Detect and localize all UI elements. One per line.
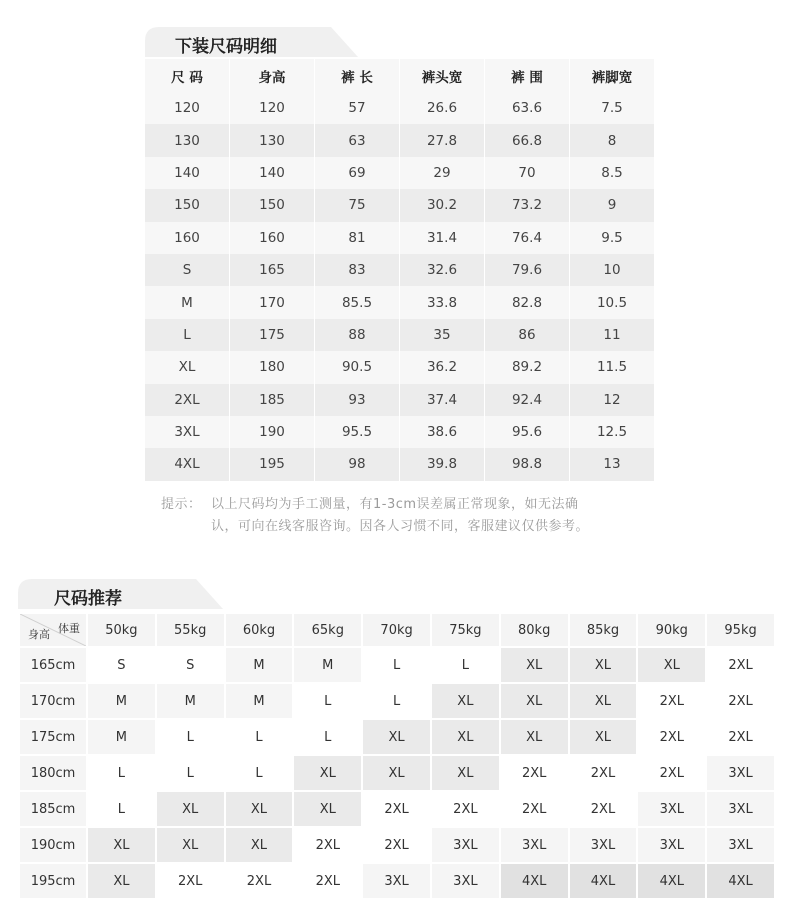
size-recommend-title: 尺码推荐 xyxy=(54,589,122,609)
pants-size-title: 下装尺码明细 xyxy=(175,37,277,57)
table-cell: 160 xyxy=(230,222,315,254)
size-cell: XL xyxy=(431,719,500,755)
table-cell: S xyxy=(145,254,230,286)
size-cell: 3XL xyxy=(637,791,706,827)
size-cell: M xyxy=(225,683,294,719)
size-cell: XL xyxy=(431,755,500,791)
size-cell: XL xyxy=(569,719,638,755)
table-cell: 63.6 xyxy=(485,92,570,124)
size-cell: XL xyxy=(156,791,225,827)
size-cell: 4XL xyxy=(500,863,569,899)
size-cell: S xyxy=(156,647,225,683)
table-cell: 3XL xyxy=(145,416,230,448)
table-cell: 26.6 xyxy=(400,92,485,124)
table-cell: 175 xyxy=(230,319,315,351)
size-cell: 2XL xyxy=(293,827,362,863)
size-cell: 3XL xyxy=(637,827,706,863)
note-line-1: 以上尺码均为手工测量，有1-3cm误差属正常现象，如无法确 xyxy=(211,497,579,512)
table-cell: 2XL xyxy=(145,384,230,416)
table-cell: 8.5 xyxy=(570,157,655,189)
size-cell: XL xyxy=(362,719,431,755)
table-cell: 95.5 xyxy=(315,416,400,448)
table-cell: 37.4 xyxy=(400,384,485,416)
table-cell: 35 xyxy=(400,319,485,351)
size-cell: 2XL xyxy=(500,755,569,791)
table-cell: 69 xyxy=(315,157,400,189)
size-cell: M xyxy=(87,719,156,755)
table-cell: 170 xyxy=(230,286,315,318)
table-cell: 9.5 xyxy=(570,222,655,254)
table-cell: 98 xyxy=(315,448,400,480)
table-cell: 36.2 xyxy=(400,351,485,383)
size-cell: L xyxy=(156,719,225,755)
table-row xyxy=(19,683,775,719)
table-cell: 180 xyxy=(230,351,315,383)
weight-header-cell: 50kg xyxy=(87,613,156,647)
size-cell: 3XL xyxy=(706,791,775,827)
table-row xyxy=(145,222,655,254)
table-cell: 83 xyxy=(315,254,400,286)
size-cell: XL xyxy=(500,683,569,719)
table-row xyxy=(145,92,655,124)
size-cell: XL xyxy=(569,647,638,683)
table-cell: 66.8 xyxy=(485,124,570,156)
size-cell: XL xyxy=(362,755,431,791)
table-cell: 11 xyxy=(570,319,655,351)
table-header-row xyxy=(145,59,655,92)
size-recommend-table xyxy=(19,613,775,899)
header-cell: 裤 围 xyxy=(485,59,570,92)
size-cell: XL xyxy=(500,719,569,755)
size-cell: S xyxy=(87,647,156,683)
height-row-label: 185cm xyxy=(19,791,87,827)
table-cell: 120 xyxy=(230,92,315,124)
table-cell: 4XL xyxy=(145,448,230,480)
table-cell: L xyxy=(145,319,230,351)
table-cell: 160 xyxy=(145,222,230,254)
size-cell: L xyxy=(293,683,362,719)
size-cell: 2XL xyxy=(362,791,431,827)
size-cell: L xyxy=(156,755,225,791)
table-cell: 85.5 xyxy=(315,286,400,318)
table-cell: XL xyxy=(145,351,230,383)
height-row-label: 170cm xyxy=(19,683,87,719)
weight-header-cell: 65kg xyxy=(293,613,362,647)
table-cell: 92.4 xyxy=(485,384,570,416)
table-cell: 76.4 xyxy=(485,222,570,254)
table-row xyxy=(145,254,655,286)
table-cell: 70 xyxy=(485,157,570,189)
size-cell: 3XL xyxy=(569,827,638,863)
table-cell: 11.5 xyxy=(570,351,655,383)
size-cell: 4XL xyxy=(706,863,775,899)
table-row xyxy=(19,863,775,899)
size-cell: 2XL xyxy=(637,683,706,719)
size-cell: 2XL xyxy=(362,827,431,863)
note-line-2: 认，可向在线客服咨询。因各人习惯不同，客服建议仅供参考。 xyxy=(211,519,590,534)
table-cell: 82.8 xyxy=(485,286,570,318)
table-cell: 88 xyxy=(315,319,400,351)
size-cell: 2XL xyxy=(706,683,775,719)
header-cell: 裤 长 xyxy=(315,59,400,92)
table-cell: 63 xyxy=(315,124,400,156)
table-cell: 120 xyxy=(145,92,230,124)
table-cell: 10 xyxy=(570,254,655,286)
table-cell: 8 xyxy=(570,124,655,156)
weight-header-cell: 70kg xyxy=(362,613,431,647)
size-cell: L xyxy=(87,755,156,791)
size-cell: 2XL xyxy=(706,647,775,683)
table-cell: 7.5 xyxy=(570,92,655,124)
table-cell: 12 xyxy=(570,384,655,416)
table-row xyxy=(145,448,655,480)
height-row-label: 190cm xyxy=(19,827,87,863)
size-cell: 3XL xyxy=(431,827,500,863)
size-cell: 3XL xyxy=(706,755,775,791)
pants-size-table xyxy=(145,59,655,481)
table-cell: 79.6 xyxy=(485,254,570,286)
size-cell: XL xyxy=(431,683,500,719)
table-cell: 13 xyxy=(570,448,655,480)
table-cell: 86 xyxy=(485,319,570,351)
size-cell: L xyxy=(362,647,431,683)
table-cell: 38.6 xyxy=(400,416,485,448)
table-row xyxy=(145,384,655,416)
size-cell: 3XL xyxy=(706,827,775,863)
table-row xyxy=(145,351,655,383)
height-axis-label: 身高 xyxy=(28,628,50,641)
weight-header-cell: 85kg xyxy=(569,613,638,647)
size-cell: M xyxy=(87,683,156,719)
size-cell: 2XL xyxy=(569,755,638,791)
header-cell: 身高 xyxy=(230,59,315,92)
table-cell: M xyxy=(145,286,230,318)
table-cell: 57 xyxy=(315,92,400,124)
size-cell: 2XL xyxy=(637,719,706,755)
table-cell: 93 xyxy=(315,384,400,416)
header-cell: 尺 码 xyxy=(145,59,230,92)
size-cell: 3XL xyxy=(500,827,569,863)
header-cell: 裤脚宽 xyxy=(570,59,655,92)
table-cell: 185 xyxy=(230,384,315,416)
size-cell: M xyxy=(293,647,362,683)
table-row xyxy=(145,416,655,448)
height-row-label: 165cm xyxy=(19,647,87,683)
table-row xyxy=(19,647,775,683)
size-cell: XL xyxy=(87,863,156,899)
size-cell: XL xyxy=(225,791,294,827)
size-cell: 2XL xyxy=(569,791,638,827)
size-cell: M xyxy=(156,683,225,719)
table-cell: 81 xyxy=(315,222,400,254)
table-row xyxy=(19,827,775,863)
size-cell: L xyxy=(225,719,294,755)
size-cell: XL xyxy=(293,791,362,827)
size-cell: L xyxy=(225,755,294,791)
size-cell: 3XL xyxy=(431,863,500,899)
size-cell: 3XL xyxy=(362,863,431,899)
table-cell: 30.2 xyxy=(400,189,485,221)
table-cell: 195 xyxy=(230,448,315,480)
weight-header-cell: 60kg xyxy=(225,613,294,647)
size-cell: 2XL xyxy=(706,719,775,755)
weight-axis-label: 体重 xyxy=(58,622,80,635)
height-row-label: 180cm xyxy=(19,755,87,791)
table-cell: 95.6 xyxy=(485,416,570,448)
pants-size-tab xyxy=(145,27,358,57)
table-cell: 130 xyxy=(145,124,230,156)
measurement-note xyxy=(161,494,589,538)
table-cell: 140 xyxy=(145,157,230,189)
header-cell: 裤头宽 xyxy=(400,59,485,92)
weight-header-cell: 75kg xyxy=(431,613,500,647)
table-row xyxy=(145,157,655,189)
corner-cell xyxy=(19,613,87,647)
table-row xyxy=(19,755,775,791)
table-cell: 31.4 xyxy=(400,222,485,254)
table-cell: 150 xyxy=(145,189,230,221)
size-cell: L xyxy=(293,719,362,755)
size-cell: L xyxy=(362,683,431,719)
table-cell: 29 xyxy=(400,157,485,189)
height-row-label: 195cm xyxy=(19,863,87,899)
size-recommend-tab xyxy=(18,579,223,609)
size-cell: 2XL xyxy=(637,755,706,791)
size-cell: XL xyxy=(156,827,225,863)
table-cell: 89.2 xyxy=(485,351,570,383)
note-label: 提示： xyxy=(161,497,202,512)
table-cell: 12.5 xyxy=(570,416,655,448)
size-cell: 4XL xyxy=(569,863,638,899)
size-cell: 2XL xyxy=(431,791,500,827)
table-cell: 98.8 xyxy=(485,448,570,480)
size-cell: 2XL xyxy=(156,863,225,899)
table-cell: 33.8 xyxy=(400,286,485,318)
table-cell: 140 xyxy=(230,157,315,189)
table-cell: 75 xyxy=(315,189,400,221)
table-row xyxy=(145,286,655,318)
weight-header-cell: 90kg xyxy=(637,613,706,647)
size-cell: 2XL xyxy=(293,863,362,899)
weight-header-cell: 95kg xyxy=(706,613,775,647)
size-cell: 2XL xyxy=(225,863,294,899)
size-cell: XL xyxy=(293,755,362,791)
table-cell: 73.2 xyxy=(485,189,570,221)
size-cell: XL xyxy=(500,647,569,683)
size-cell: L xyxy=(87,791,156,827)
table-cell: 32.6 xyxy=(400,254,485,286)
table-cell: 9 xyxy=(570,189,655,221)
size-cell: 2XL xyxy=(500,791,569,827)
weight-header-cell: 55kg xyxy=(156,613,225,647)
size-cell: XL xyxy=(87,827,156,863)
table-row xyxy=(145,319,655,351)
height-row-label: 175cm xyxy=(19,719,87,755)
size-cell: M xyxy=(225,647,294,683)
table-header-row xyxy=(19,613,775,647)
table-cell: 165 xyxy=(230,254,315,286)
table-row xyxy=(19,719,775,755)
table-cell: 27.8 xyxy=(400,124,485,156)
table-cell: 150 xyxy=(230,189,315,221)
table-row xyxy=(19,791,775,827)
table-cell: 130 xyxy=(230,124,315,156)
size-cell: 4XL xyxy=(637,863,706,899)
table-row xyxy=(145,124,655,156)
table-cell: 39.8 xyxy=(400,448,485,480)
table-row xyxy=(145,189,655,221)
weight-header-cell: 80kg xyxy=(500,613,569,647)
size-cell: XL xyxy=(569,683,638,719)
size-cell: XL xyxy=(225,827,294,863)
table-cell: 90.5 xyxy=(315,351,400,383)
size-cell: XL xyxy=(637,647,706,683)
size-cell: L xyxy=(431,647,500,683)
table-cell: 190 xyxy=(230,416,315,448)
table-cell: 10.5 xyxy=(570,286,655,318)
